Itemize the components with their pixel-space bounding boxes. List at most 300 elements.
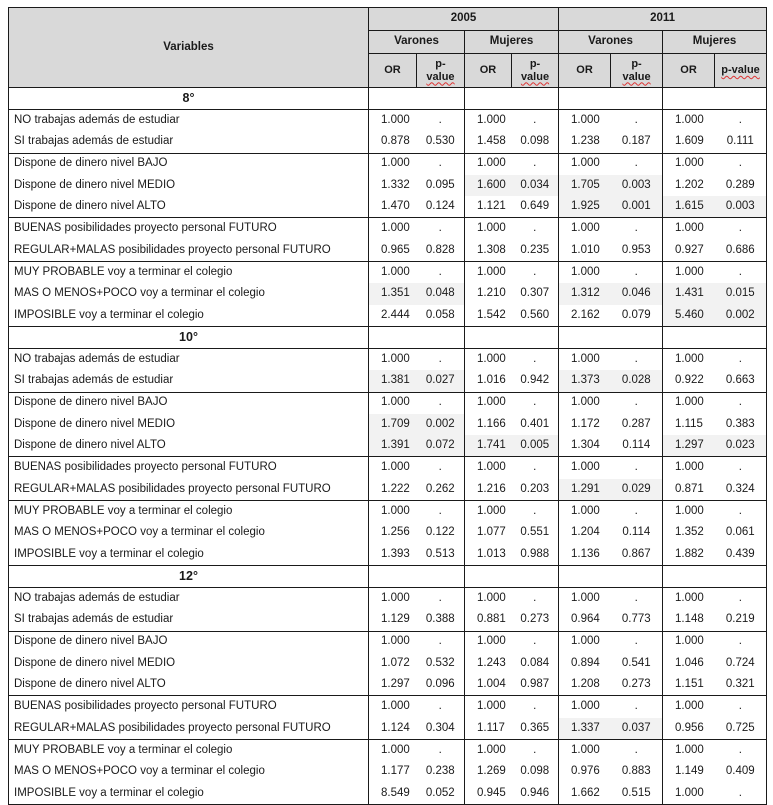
pvalue-value: 0.027	[417, 370, 465, 392]
or-value: 0.881	[465, 609, 512, 631]
variable-label: NO trabajas además de estudiar	[9, 348, 369, 370]
pvalue-value: 0.187	[611, 131, 663, 153]
table-row	[9, 196, 767, 218]
pvalue-value: 0.953	[611, 240, 663, 262]
pvalue-value: 0.365	[512, 718, 559, 740]
pvalue-value: .	[611, 392, 663, 414]
variable-label: MAS O MENOS+POCO voy a terminar el colegio	[9, 283, 369, 304]
pvalue-value: .	[715, 631, 767, 653]
table-row	[9, 110, 767, 132]
or-value: 1.172	[571, 417, 600, 430]
pvalue-value: 0.029	[611, 479, 663, 501]
or-value: 1.000	[663, 110, 715, 132]
pvalue-value: 0.084	[512, 653, 559, 674]
or-value: 1.391	[369, 435, 417, 457]
pvalue-value: 0.079	[611, 305, 663, 327]
or-value: 1.208	[559, 674, 611, 696]
pvalue-value: .	[512, 740, 559, 762]
or-value: 1.297	[663, 435, 715, 457]
table-row	[9, 262, 767, 284]
pvalue-value: .	[512, 262, 559, 284]
pvalue-value: 0.532	[417, 653, 465, 674]
pvalue-value: 0.023	[715, 435, 767, 457]
pvalue-value: 0.409	[715, 761, 767, 782]
pvalue-value: .	[512, 110, 559, 132]
variable-label: NO trabajas además de estudiar	[9, 110, 369, 132]
pvalue-header: p- value	[417, 54, 465, 88]
pvalue-value: 0.072	[417, 435, 465, 457]
or-value: 1.925	[559, 196, 611, 218]
pvalue-value: .	[417, 587, 465, 609]
pvalue-value: .	[512, 631, 559, 653]
pvalue-value: .	[512, 392, 559, 414]
variable-label: Dispone de dinero nivel MEDIO	[9, 175, 369, 196]
or-value: 1.373	[559, 370, 611, 392]
empty-cell	[663, 326, 767, 348]
table-row	[9, 457, 767, 479]
or-value: 1.000	[559, 696, 611, 718]
pvalue-value: .	[512, 696, 559, 718]
pvalue-value: .	[417, 262, 465, 284]
pvalue-value: 0.987	[512, 674, 559, 696]
pvalue-value: .	[611, 696, 663, 718]
or-value: 0.922	[663, 370, 715, 392]
or-value: 1.000	[369, 110, 417, 132]
pvalue-value: 0.725	[715, 718, 767, 740]
variable-label: Dispone de dinero nivel ALTO	[9, 674, 369, 696]
variable-label: NO trabajas además de estudiar	[9, 587, 369, 609]
or-value: 1.000	[369, 631, 417, 653]
pvalue-value: 0.028	[611, 370, 663, 392]
or-value: 1.000	[663, 392, 715, 414]
pvalue-value: .	[611, 631, 663, 653]
or-value: 1.337	[559, 718, 611, 740]
or-value: 0.927	[663, 240, 715, 262]
or-value: 5.460	[663, 305, 715, 327]
or-value: 1.615	[663, 196, 715, 218]
or-value: 1.431	[663, 283, 715, 304]
variable-label: IMPOSIBLE voy a terminar el colegio	[9, 544, 369, 566]
or-value: 1.000	[559, 348, 611, 370]
grade-label: 8°	[9, 88, 369, 110]
or-header: OR	[559, 54, 611, 88]
table-row	[9, 674, 767, 696]
variable-label: Dispone de dinero nivel ALTO	[9, 435, 369, 457]
or-value: 1.243	[477, 656, 506, 669]
or-value: 1.000	[663, 696, 715, 718]
or-value: 0.945	[465, 783, 512, 805]
or-value: 1.000	[465, 457, 512, 479]
or-value: 0.964	[559, 609, 611, 631]
table-row	[9, 783, 767, 805]
or-value: 1.000	[465, 631, 512, 653]
odds-ratio-table	[8, 7, 767, 805]
or-value: 0.965	[369, 240, 417, 262]
empty-cell	[465, 565, 559, 587]
or-header: OR	[369, 54, 417, 88]
table-row	[9, 740, 767, 762]
pvalue-value: 0.273	[611, 674, 663, 696]
or-value: 1.000	[369, 153, 417, 175]
or-value: 1.000	[663, 587, 715, 609]
or-value: 1.000	[663, 348, 715, 370]
or-value: 1.000	[369, 392, 417, 414]
or-value: 1.000	[559, 262, 611, 284]
pvalue-value: 0.005	[512, 435, 559, 457]
table-row	[9, 522, 767, 543]
or-value: 1.351	[369, 283, 417, 304]
sex-header-2005-varones: Varones	[369, 31, 465, 54]
or-value: 0.878	[369, 131, 417, 153]
pvalue-value: .	[417, 501, 465, 523]
pvalue-value: 0.289	[715, 175, 767, 196]
or-value: 1.000	[465, 218, 512, 240]
pvalue-value: 0.724	[715, 653, 767, 674]
pvalue-value: .	[417, 153, 465, 175]
empty-cell	[663, 565, 767, 587]
pvalue-value: .	[417, 218, 465, 240]
table-row	[9, 240, 767, 262]
or-value: 1.470	[369, 196, 417, 218]
pvalue-value: 0.321	[715, 674, 767, 696]
or-value: 1.148	[663, 609, 715, 631]
table-row	[9, 479, 767, 501]
or-value: 1.000	[559, 631, 611, 653]
pvalue-value: .	[417, 348, 465, 370]
or-value: 8.549	[369, 783, 417, 805]
or-value: 1.291	[559, 479, 611, 501]
or-value: 1.046	[675, 656, 704, 669]
pvalue-value: 0.867	[611, 544, 663, 566]
variable-label: SI trabajas además de estudiar	[9, 370, 369, 392]
or-value: 1.000	[465, 110, 512, 132]
table-row	[9, 131, 767, 153]
table-row	[9, 653, 767, 674]
or-value: 1.304	[559, 435, 611, 457]
variable-label: REGULAR+MALAS posibilidades proyecto personal FUTURO	[9, 240, 369, 262]
or-value: 1.000	[465, 153, 512, 175]
or-value: 0.871	[663, 479, 715, 501]
or-value: 2.162	[559, 305, 611, 327]
pvalue-value: 0.034	[512, 175, 559, 196]
or-value: 1.381	[369, 370, 417, 392]
or-value: 1.000	[369, 740, 417, 762]
pvalue-value: 0.560	[512, 305, 559, 327]
pvalue-value: 0.663	[715, 370, 767, 392]
or-value: 1.151	[663, 674, 715, 696]
variable-label: MAS O MENOS+POCO voy a terminar el colegio	[9, 761, 369, 782]
empty-cell	[465, 326, 559, 348]
variable-label: MUY PROBABLE voy a terminar el colegio	[9, 740, 369, 762]
or-value: 0.976	[571, 765, 600, 778]
pvalue-value: 0.096	[417, 674, 465, 696]
or-value: 1.210	[477, 287, 506, 300]
or-value: 1.000	[369, 457, 417, 479]
pvalue-value: .	[512, 587, 559, 609]
variable-label: IMPOSIBLE voy a terminar el colegio	[9, 783, 369, 805]
or-value: 1.882	[663, 544, 715, 566]
or-value: 1.542	[465, 305, 512, 327]
table-row	[9, 370, 767, 392]
variable-label: Dispone de dinero nivel BAJO	[9, 392, 369, 414]
table-row	[9, 348, 767, 370]
or-value: 2.444	[369, 305, 417, 327]
or-value: 1.000	[559, 153, 611, 175]
or-value: 1.136	[559, 544, 611, 566]
pvalue-value: 0.262	[417, 479, 465, 501]
or-value: 1.115	[675, 417, 703, 430]
empty-cell	[369, 88, 465, 110]
pvalue-value: .	[611, 740, 663, 762]
table-row	[9, 718, 767, 740]
or-value: 1.222	[369, 479, 417, 501]
pvalue-value: 0.530	[417, 131, 465, 153]
pvalue-value: .	[611, 153, 663, 175]
empty-cell	[369, 565, 465, 587]
variable-label: MAS O MENOS+POCO voy a terminar el colegio	[9, 522, 369, 543]
pvalue-value: 0.649	[512, 196, 559, 218]
grade-row	[9, 565, 767, 587]
pvalue-value: 0.273	[512, 609, 559, 631]
or-value: 1.000	[465, 262, 512, 284]
pvalue-value: .	[512, 501, 559, 523]
pvalue-value: .	[512, 457, 559, 479]
or-value: 1.000	[465, 587, 512, 609]
or-value: 1.000	[663, 457, 715, 479]
pvalue-value: 0.002	[715, 305, 767, 327]
pvalue-value: .	[512, 153, 559, 175]
variable-label: SI trabajas además de estudiar	[9, 609, 369, 631]
pvalue-value: 0.388	[417, 609, 465, 631]
pvalue-value: 0.052	[417, 783, 465, 805]
pvalue-value: .	[417, 392, 465, 414]
pvalue-value: 0.401	[512, 414, 559, 435]
or-value: 1.000	[663, 262, 715, 284]
empty-cell	[369, 326, 465, 348]
pvalue-value: 0.001	[611, 196, 663, 218]
pvalue-value: 0.238	[417, 761, 465, 782]
or-value: 0.956	[663, 718, 715, 740]
or-value: 1.000	[663, 740, 715, 762]
pvalue-value: .	[715, 110, 767, 132]
table-row	[9, 696, 767, 718]
variable-label: MUY PROBABLE voy a terminar el colegio	[9, 262, 369, 284]
pvalue-value: .	[611, 348, 663, 370]
pvalue-value: .	[715, 501, 767, 523]
pvalue-value: 0.773	[611, 609, 663, 631]
sex-header-2011-varones: Varones	[559, 31, 663, 54]
empty-cell	[559, 565, 663, 587]
pvalue-value: 0.061	[715, 522, 767, 543]
or-value: 1.393	[369, 544, 417, 566]
or-value: 1.741	[465, 435, 512, 457]
table-row	[9, 501, 767, 523]
or-value: 1.072	[381, 656, 410, 669]
table-row	[9, 761, 767, 782]
variable-label: REGULAR+MALAS posibilidades proyecto personal FUTURO	[9, 718, 369, 740]
pvalue-value: 0.058	[417, 305, 465, 327]
pvalue-value: 0.439	[715, 544, 767, 566]
or-value: 1.609	[663, 131, 715, 153]
or-value: 1.166	[477, 417, 506, 430]
or-value: 1.000	[559, 587, 611, 609]
variable-label: Dispone de dinero nivel BAJO	[9, 153, 369, 175]
pvalue-header: p- value	[611, 54, 663, 88]
sex-header-2011-mujeres: Mujeres	[663, 31, 767, 54]
pvalue-value: 0.003	[715, 196, 767, 218]
variable-label: Dispone de dinero nivel BAJO	[9, 631, 369, 653]
pvalue-value: .	[611, 587, 663, 609]
or-value: 1.308	[465, 240, 512, 262]
or-value: 1.010	[559, 240, 611, 262]
or-value: 1.013	[465, 544, 512, 566]
table-row	[9, 305, 767, 327]
table-header	[9, 8, 767, 88]
pvalue-value: 0.686	[715, 240, 767, 262]
or-value: 1.269	[477, 765, 506, 778]
pvalue-value: .	[715, 783, 767, 805]
pvalue-value: .	[611, 110, 663, 132]
pvalue-value: 0.235	[512, 240, 559, 262]
pvalue-value: 0.098	[512, 761, 559, 782]
or-value: 1.177	[381, 765, 410, 778]
pvalue-value: .	[715, 457, 767, 479]
or-value: 1.000	[465, 392, 512, 414]
pvalue-value: .	[715, 218, 767, 240]
variable-label: BUENAS posibilidades proyecto personal FUTURO	[9, 457, 369, 479]
pvalue-value: 0.988	[512, 544, 559, 566]
pvalue-header: p-value	[715, 54, 767, 88]
variable-label: REGULAR+MALAS posibilidades proyecto personal FUTURO	[9, 479, 369, 501]
pvalue-value: .	[611, 457, 663, 479]
or-value: 1.000	[559, 218, 611, 240]
pvalue-value: 0.098	[512, 131, 559, 153]
pvalue-value: 0.002	[417, 414, 465, 435]
or-value: 1.016	[465, 370, 512, 392]
pvalue-value: 0.114	[611, 435, 663, 457]
or-value: 1.000	[369, 218, 417, 240]
or-value: 1.000	[465, 740, 512, 762]
pvalue-value: .	[417, 696, 465, 718]
or-value: 1.662	[559, 783, 611, 805]
grade-label: 12°	[9, 565, 369, 587]
pvalue-value: 0.307	[512, 283, 559, 304]
variable-label: BUENAS posibilidades proyecto personal FUTURO	[9, 218, 369, 240]
pvalue-value: 0.883	[611, 761, 663, 782]
pvalue-value: 0.124	[417, 196, 465, 218]
or-header: OR	[663, 54, 715, 88]
or-value: 1.216	[465, 479, 512, 501]
pvalue-value: 0.946	[512, 783, 559, 805]
or-value: 1.000	[559, 392, 611, 414]
or-value: 1.000	[663, 501, 715, 523]
table-row	[9, 631, 767, 653]
pvalue-value: 0.324	[715, 479, 767, 501]
grade-row	[9, 88, 767, 110]
pvalue-value: 0.942	[512, 370, 559, 392]
or-value: 1.000	[369, 262, 417, 284]
grade-label: 10°	[9, 326, 369, 348]
empty-cell	[559, 88, 663, 110]
pvalue-header: p- value	[512, 54, 559, 88]
pvalue-value: .	[417, 631, 465, 653]
pvalue-value: .	[512, 348, 559, 370]
pvalue-value: 0.203	[512, 479, 559, 501]
variable-label: Dispone de dinero nivel MEDIO	[9, 653, 369, 674]
or-value: 1.000	[369, 696, 417, 718]
variable-label: Dispone de dinero nivel ALTO	[9, 196, 369, 218]
or-value: 1.124	[369, 718, 417, 740]
sex-header-2005-mujeres: Mujeres	[465, 31, 559, 54]
pvalue-value: .	[611, 501, 663, 523]
pvalue-value: 0.003	[611, 175, 663, 196]
variable-label: Dispone de dinero nivel MEDIO	[9, 414, 369, 435]
grade-row	[9, 326, 767, 348]
or-value: 1.129	[369, 609, 417, 631]
table-row	[9, 218, 767, 240]
variable-label: SI trabajas además de estudiar	[9, 131, 369, 153]
or-value: 1.705	[559, 175, 611, 196]
or-value: 0.894	[571, 656, 600, 669]
pvalue-value: .	[417, 457, 465, 479]
pvalue-value: 0.383	[715, 414, 767, 435]
variables-header: Variables	[9, 8, 369, 88]
pvalue-value: .	[417, 110, 465, 132]
or-value: 1.000	[465, 348, 512, 370]
table-row	[9, 609, 767, 631]
pvalue-value: .	[512, 218, 559, 240]
pvalue-value: 0.219	[715, 609, 767, 631]
pvalue-value: 0.122	[417, 522, 465, 543]
table-row	[9, 414, 767, 435]
or-value: 1.312	[559, 283, 611, 304]
table-row	[9, 283, 767, 304]
or-value: 1.000	[663, 153, 715, 175]
or-value: 1.238	[559, 131, 611, 153]
or-value: 1.149	[675, 765, 704, 778]
empty-cell	[663, 88, 767, 110]
table-row	[9, 435, 767, 457]
pvalue-value: .	[611, 218, 663, 240]
or-value: 1.204	[571, 526, 600, 539]
or-value: 1.000	[663, 783, 715, 805]
pvalue-value: 0.046	[611, 283, 663, 304]
or-value: 1.202	[675, 178, 704, 191]
pvalue-value: .	[715, 348, 767, 370]
pvalue-value: 0.541	[611, 653, 663, 674]
pvalue-value: 0.114	[611, 522, 663, 543]
pvalue-value: .	[417, 740, 465, 762]
or-header: OR	[465, 54, 512, 88]
or-value: 1.000	[465, 696, 512, 718]
pvalue-value: .	[715, 587, 767, 609]
or-value: 1.000	[369, 348, 417, 370]
or-value: 1.000	[559, 501, 611, 523]
or-value: 1.000	[465, 501, 512, 523]
or-value: 1.000	[559, 457, 611, 479]
or-value: 1.117	[465, 718, 512, 740]
table-row	[9, 544, 767, 566]
year-header-2011: 2011	[559, 8, 767, 31]
or-value: 1.121	[465, 196, 512, 218]
pvalue-value: 0.111	[715, 131, 767, 153]
pvalue-value: 0.095	[417, 175, 465, 196]
or-value: 1.004	[465, 674, 512, 696]
or-value: 1.332	[381, 178, 410, 191]
pvalue-value: 0.513	[417, 544, 465, 566]
variable-label: BUENAS posibilidades proyecto personal FUTURO	[9, 696, 369, 718]
or-value: 1.077	[477, 526, 506, 539]
